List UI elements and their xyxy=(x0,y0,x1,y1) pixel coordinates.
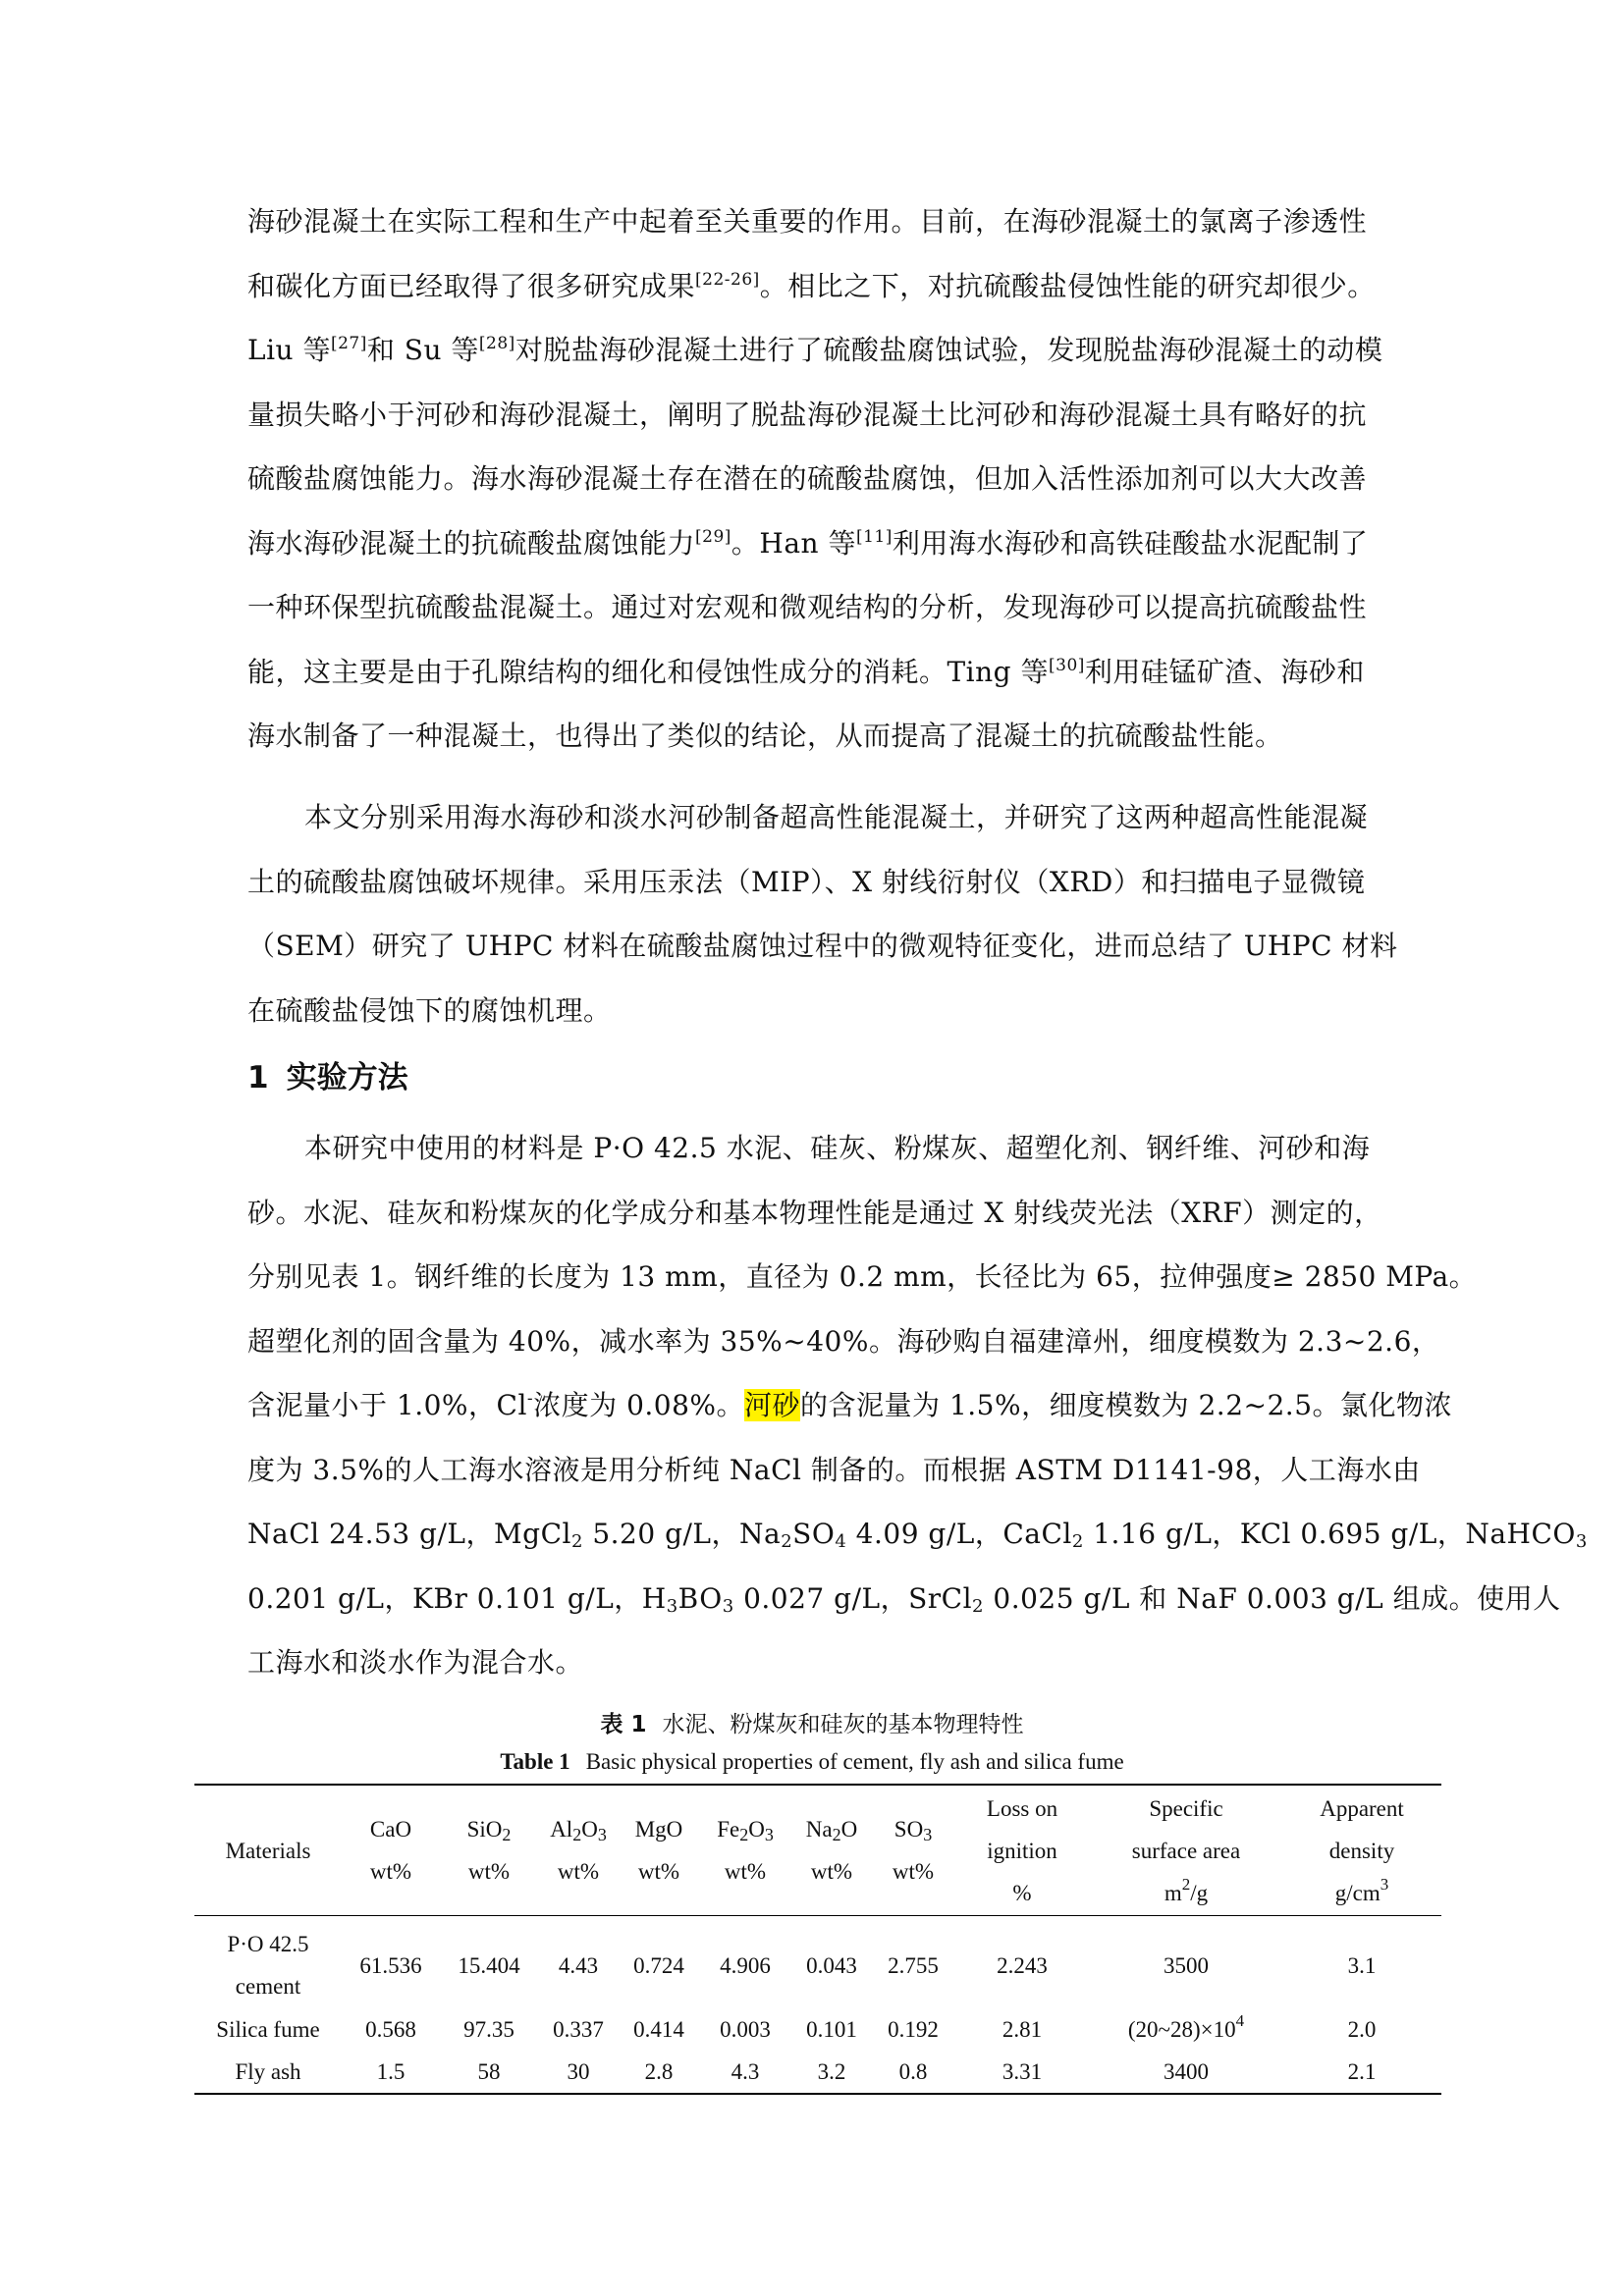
table-row xyxy=(194,1916,1441,2009)
header-cao: CaO wt% xyxy=(369,1817,412,1884)
text-line: 在硫酸盐侵蚀下的腐蚀机理。 xyxy=(247,993,612,1027)
scope-paragraph xyxy=(247,785,1398,1042)
table-cell: 2.243 xyxy=(997,1952,1048,1978)
text-line: 和碳化方面已经取得了很多研究成果[22-26]。相比之下，对抗硫酸盐侵蚀性能的研究却很少。 xyxy=(247,269,1376,302)
table-cell: 0.101 xyxy=(806,2017,857,2042)
header-specific-surface-area: Specific surface area $m^2/g$ xyxy=(1131,1795,1241,1905)
text-line: 本文分别采用海水海砂和淡水河砂制备超高性能混凝土，并研究了这两种超高性能混凝 xyxy=(304,801,1369,833)
text-line: 本研究中使用的材料是 P·O 42.5 水泥、硅灰、粉煤灰、超塑化剂、钢纤维、河砂和海 xyxy=(304,1132,1371,1164)
table-cell: P·O 42.5 cement xyxy=(227,1932,309,1999)
header-loss-on-ignition: Loss on ignition % xyxy=(986,1795,1058,1905)
table-cell: 97.35 xyxy=(463,2017,514,2042)
properties-table xyxy=(194,1784,1441,2095)
table-cell: 2.8 xyxy=(644,2059,674,2084)
table-caption-en: Table 1 Basic physical properties of cement, fly ash and silica fume xyxy=(500,1749,1124,1774)
intro-paragraph xyxy=(247,189,1386,769)
table-cell: Fly ash xyxy=(235,2059,301,2084)
text-line: 0.201 g/L，KBr 0.101 g/L，$H_3BO_3$ 0.027 g/L，SrCl$_2$ 0.025 g/L 和 NaF 0.003 g/L 组成。使用人 xyxy=(247,1581,1561,1617)
text-line: Liu 等[27]和 Su 等[28]对脱盐海砂混凝土进行了硫酸盐腐蚀试验，发现脱盐海砂混凝土的动模 xyxy=(247,334,1383,366)
table-cell: 0.043 xyxy=(806,1952,857,1978)
table-cell: 2.1 xyxy=(1347,2059,1377,2084)
table-cell: 30 xyxy=(567,2059,590,2084)
table-cell: 2.0 xyxy=(1347,2017,1377,2042)
citation[interactable]: [28] xyxy=(478,334,515,353)
header-apparent-density: Apparent density $g/cm^3$ xyxy=(1320,1795,1404,1905)
table-cell: Silica fume xyxy=(216,2017,320,2042)
methods-paragraph xyxy=(247,1116,1588,1695)
section-heading xyxy=(247,1052,408,1096)
table-cell: 4.3 xyxy=(731,2059,760,2084)
citation[interactable]: [11] xyxy=(855,526,893,547)
table-cell: 0.568 xyxy=(365,2017,416,2042)
text-line: NaCl 24.53 g/L，MgCl$_2$ 5.20 g/L，$Na_2SO_4$ 4.09 g/L，CaCl$_2$ 1.16 g/L，KCl 0.695 g/L，NaHCO$_3$ xyxy=(247,1518,1588,1552)
header-fe2o3: $Fe_2O_3$ wt% xyxy=(717,1817,774,1884)
table-cell: 4.43 xyxy=(558,1952,599,1978)
header-sio2: SiO$_2$ wt% xyxy=(466,1817,512,1884)
citation[interactable]: [22-26] xyxy=(695,269,760,290)
table-cell: 3.1 xyxy=(1347,1952,1377,1978)
table-cell: 58 xyxy=(477,2059,501,2084)
text-line: 海水制备了一种混凝土，也得出了类似的结论，从而提高了混凝土的抗硫酸盐性能。 xyxy=(247,720,1283,752)
text-line: （SEM）研究了 UHPC 材料在硫酸盐腐蚀过程中的微观特征变化，进而总结了 UHPC 材料 xyxy=(247,930,1398,962)
citation[interactable]: [29] xyxy=(695,526,731,547)
text-line: 能，这主要是由于孔隙结构的细化和侵蚀性成分的消耗。Ting 等[30]利用硅锰矿渣、海砂和 xyxy=(247,655,1365,688)
table-cell: 3.2 xyxy=(817,2059,846,2084)
table-cell: 0.8 xyxy=(898,2059,928,2084)
table-cell: 4.906 xyxy=(720,1952,771,1978)
header-mgo: MgO wt% xyxy=(634,1817,683,1884)
table-cell: 0.414 xyxy=(633,2017,684,2042)
section-title: 实验方法 xyxy=(286,1060,408,1095)
table-cell: 2.755 xyxy=(888,1952,939,1978)
table-header-row xyxy=(194,1785,1441,1916)
text-line: 海水海砂混凝土的抗硫酸盐腐蚀能力[29]。Han 等[11]利用海水海砂和高铁硅酸盐水泥配制了 xyxy=(247,526,1369,560)
citation[interactable]: [27] xyxy=(330,334,367,353)
table-cell: $(20\sim 28)\times 10^4$ xyxy=(1127,2011,1245,2042)
table-cell: 15.404 xyxy=(458,1952,520,1978)
table-cell: 0.192 xyxy=(888,2017,939,2042)
text-line: 量损失略小于河砂和海砂混凝土，阐明了脱盐海砂混凝土比河砂和海砂混凝土具有略好的抗 xyxy=(247,398,1368,431)
header-so3: $SO_3$ wt% xyxy=(892,1817,935,1884)
highlighted-text[interactable]: 河砂 xyxy=(744,1389,801,1421)
table-cell: 1.5 xyxy=(376,2059,406,2084)
text-line: 分别见表 1。钢纤维的长度为 13 mm，直径为 0.2 mm，长径比为 65，拉伸强度≥ 2850 MPa。 xyxy=(247,1260,1478,1293)
header-al2o3: $Al_2O_3$ wt% xyxy=(550,1817,607,1884)
table-cell: 61.536 xyxy=(359,1952,422,1978)
text-line: 度为 3.5%的人工海水溶液是用分析纯 NaCl 制备的。而根据 ASTM D1141-98，人工海水由 xyxy=(247,1453,1421,1486)
table-cell: 0.337 xyxy=(553,2017,604,2042)
text-line: 砂。水泥、硅灰和粉煤灰的化学成分和基本物理性能是通过 X 射线荧光法（XRF）测定的， xyxy=(247,1196,1382,1229)
text-line: 海砂混凝土在实际工程和生产中起着至关重要的作用。目前，在海砂混凝土的氯离子渗透性 xyxy=(247,205,1368,238)
section-number: 1 xyxy=(247,1060,269,1095)
table-caption-cn: 表 1 水泥、粉煤灰和硅灰的基本物理特性 xyxy=(600,1712,1024,1737)
table-cell: 3500 xyxy=(1164,1952,1209,1978)
table-cell: 2.81 xyxy=(1001,2017,1043,2042)
table-row xyxy=(194,2008,1441,2051)
table-cell: 0.003 xyxy=(720,2017,771,2042)
citation[interactable]: [30] xyxy=(1049,655,1085,675)
table-row xyxy=(194,2051,1441,2094)
table-cell: 3400 xyxy=(1164,2059,1209,2084)
table-cell: 0.724 xyxy=(633,1952,684,1978)
text-line: 工海水和淡水作为混合水。 xyxy=(247,1646,584,1679)
text-line: 超塑化剂的固含量为 40%，减水率为 35%~40%。海砂购自福建漳州，细度模数为 2.3~2.6， xyxy=(247,1324,1440,1358)
text-line: 一种环保型抗硫酸盐混凝土。通过对宏观和微观结构的分析，发现海砂可以提高抗硫酸盐性 xyxy=(247,591,1368,623)
header-materials: Materials xyxy=(225,1838,311,1863)
header-na2o: $Na_2O$ wt% xyxy=(805,1817,858,1884)
text-line: 含泥量小于 1.0%，Cl-浓度为 0.08%。河砂的含泥量为 1.5%，细度模数为 2.2~2.5。氯化物浓 xyxy=(247,1389,1453,1421)
text-line: 土的硫酸盐腐蚀破坏规律。采用压汞法（MIP）、X 射线衍射仪（XRD）和扫描电子显微镜 xyxy=(247,865,1366,898)
text-line: 硫酸盐腐蚀能力。海水海砂混凝土存在潜在的硫酸盐腐蚀，但加入活性添加剂可以大大改善 xyxy=(247,462,1368,495)
table-cell: 3.31 xyxy=(1001,2059,1043,2084)
